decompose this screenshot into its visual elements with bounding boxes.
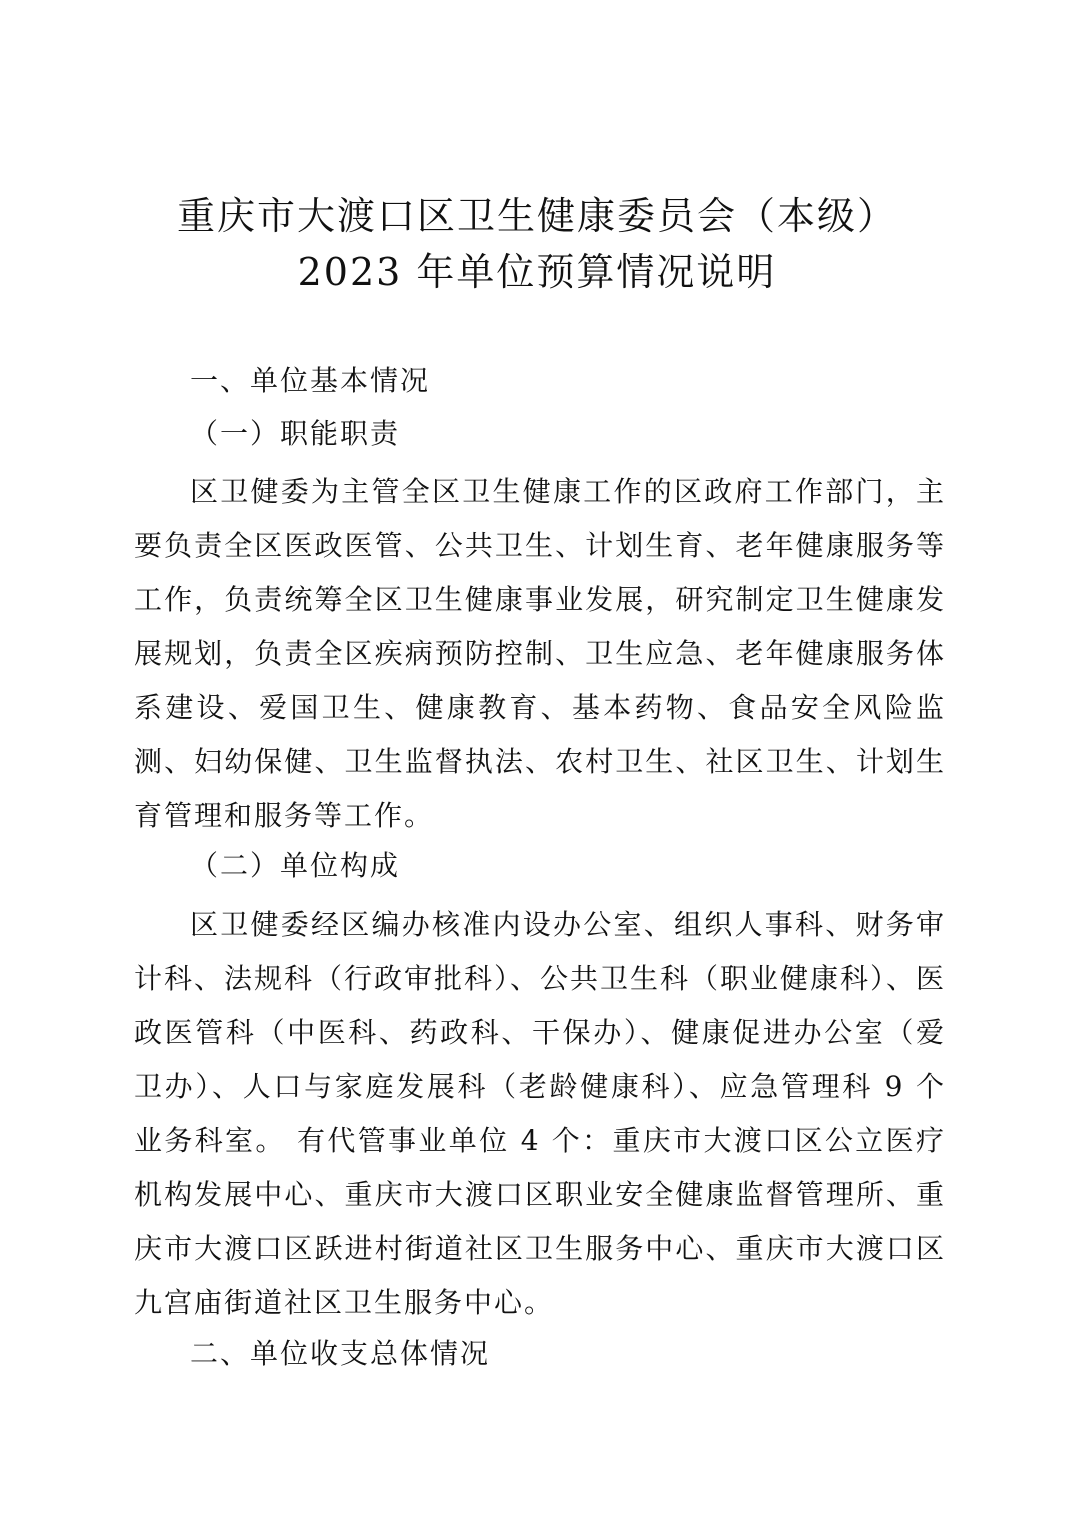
subsection2-heading: （二）单位构成 — [190, 849, 401, 882]
section1-heading: 一、单位基本情况 — [190, 364, 431, 397]
subsection2-paragraph: 区卫健委经区编办核准内设办公室、组织人事科、财务审计科、法规科（行政审批科）、公共卫生科（职业健康科）、医政医管科（中医科、药政科、干保办）、健康促进办公室（爱卫办）、人口与家庭发展科（老龄健康科）、应急管理科 9 个业务科室。 有代管事业单位 4 个：重庆市大渡口区公立医疗机构发展中心、重庆市大渡口区职业安全健康监督管理所、重庆市大渡口区跃进村街道社区卫生服务中心、重庆市大渡口区九宫庙街道社区卫生服务中心。 — [134, 908, 947, 1319]
subsection1-heading: （一）职能职责 — [190, 417, 401, 450]
document-title-line2: 2023 年单位预算情况说明 — [297, 250, 777, 294]
document-title-line1: 重庆市大渡口区卫生健康委员会（本级） — [176, 194, 897, 238]
subsection1-paragraph: 区卫健委为主管全区卫生健康工作的区政府工作部门，主要负责全区医政医管、公共卫生、计划生育、老年健康服务等工作，负责统筹全区卫生健康事业发展，研究制定卫生健康发展规划，负责全区疾病预防控制、卫生应急、老年健康服务体系建设、爱国卫生、健康教育、基本药物、食品安全风险监测、妇幼保健、卫生监督执法、农村卫生、社区卫生、计划生育管理和服务等工作。 — [134, 475, 946, 832]
section2-heading: 二、单位收支总体情况 — [190, 1337, 491, 1370]
